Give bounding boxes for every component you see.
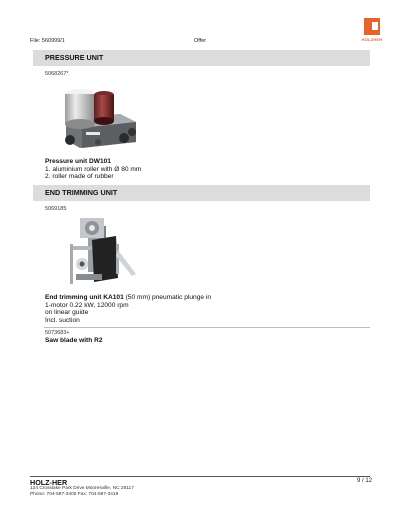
page-number: 9 / 12: [356, 478, 372, 484]
logo-mark: [364, 18, 380, 35]
product-line: on linear guide: [45, 309, 89, 317]
footer-address-block: [30, 486, 134, 497]
article-number: 5068267*: [45, 71, 69, 77]
footer-divider: [30, 476, 370, 477]
file-number: File: 560999/1: [30, 38, 65, 44]
product-description-end-trimming-unit: [45, 294, 365, 324]
product-line: 1-motor 0.22 kW, 12000 rpm: [45, 301, 129, 309]
product-name: End trimming unit KA101: [45, 294, 124, 301]
holzher-logo: [361, 18, 383, 44]
document-type: Offer: [194, 38, 207, 44]
item-divider: [44, 327, 370, 328]
product-line: Incl. suction: [45, 316, 80, 324]
footer-contact: Phone: 704-587-3400 Fax: 704-587-3419: [30, 491, 119, 497]
section-header-end-trimming-unit: END TRIMMING UNIT: [33, 185, 370, 201]
accessory-name: Saw blade with R2: [45, 337, 103, 344]
product-line: 1. aluminium roller with Ø 80 mm: [45, 165, 142, 173]
product-line: 2. roller made of rubber: [45, 173, 114, 181]
product-name-suffix: (50 mm) pneumatic plunge in: [123, 294, 211, 301]
end-trimming-unit-image: [58, 216, 142, 290]
footer-address: 124 Crosslake Park Drive Mooresville, NC 28117: [30, 486, 134, 491]
product-name: Pressure unit DW101: [45, 158, 111, 165]
logo-text: HOLZHER: [361, 37, 383, 42]
article-number: 5069185: [45, 206, 67, 212]
footer-brand: HOLZ-HER: [30, 478, 68, 487]
accessory-article-number: 5073683+: [45, 330, 70, 336]
product-description-pressure-unit: [45, 158, 365, 181]
pressure-unit-image: [58, 82, 142, 154]
section-header-pressure-unit: PRESSURE UNIT: [33, 50, 370, 66]
